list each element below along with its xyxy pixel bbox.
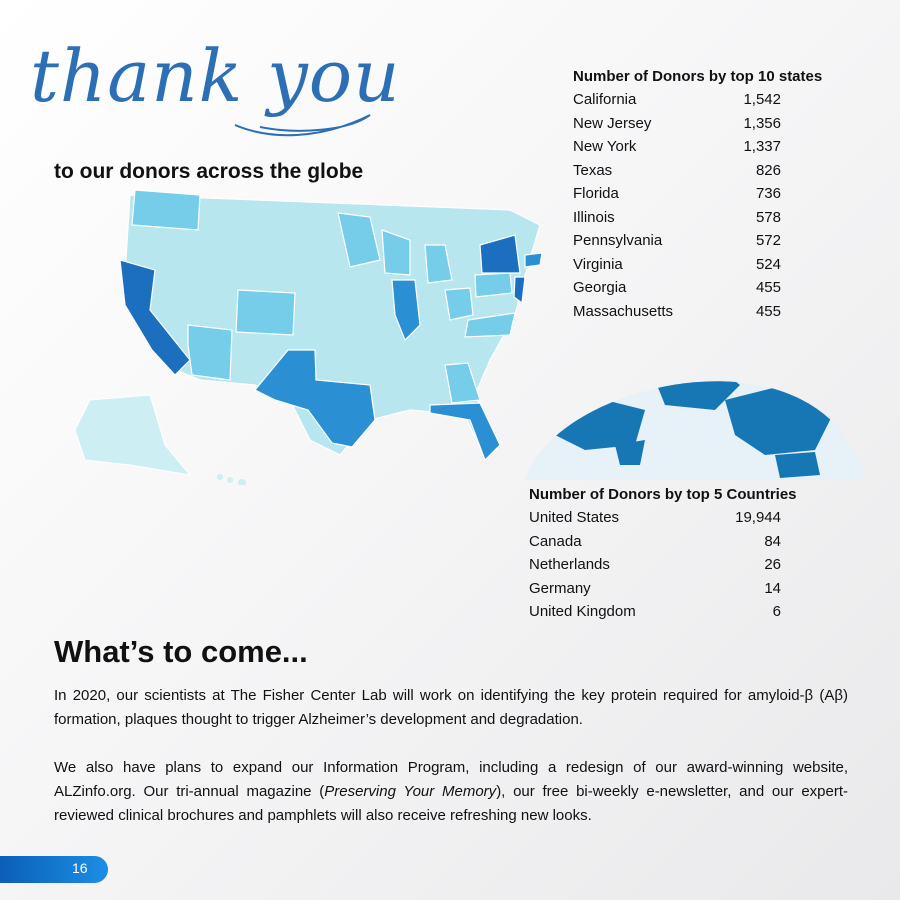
magazine-title: Preserving Your Memory <box>324 783 497 800</box>
table-row <box>573 135 833 159</box>
table-row <box>529 530 809 554</box>
country-name: United Kingdom <box>529 603 636 620</box>
paragraph-text: We also have plans to expand our Information Program, including a redesign of our award-winning website, ALZinfo.org. Our tri-annual magazine ( <box>54 759 848 800</box>
state-count: 455 <box>755 302 781 320</box>
table-row <box>573 182 833 206</box>
state-name: Massachusetts <box>573 302 674 320</box>
table-row <box>573 159 833 183</box>
us-map-illustration <box>70 185 550 485</box>
state-name: Illinois <box>573 208 615 226</box>
state-count: 736 <box>755 185 781 202</box>
table-row <box>529 553 809 577</box>
state-count: 1,337 <box>743 138 781 155</box>
country-name: Netherlands <box>529 556 610 573</box>
table-row <box>573 276 833 300</box>
state-count: 572 <box>755 232 781 249</box>
country-name: Canada <box>529 532 582 550</box>
country-name: United States <box>529 509 620 526</box>
subtitle: to our donors across the globe <box>54 160 364 183</box>
thank-you-heading: thank you <box>30 34 401 118</box>
state-name: Virginia <box>573 255 623 273</box>
state-count: 1,356 <box>743 114 781 132</box>
states-table <box>573 68 833 323</box>
country-count: 6 <box>772 603 781 620</box>
table-row <box>573 112 833 136</box>
table-row <box>573 229 833 253</box>
paragraph-information-program <box>54 756 848 828</box>
state-name: California <box>573 91 637 108</box>
paragraph-research: In 2020, our scientists at The Fisher Center Lab will work on identifying the key protein required for amyloid-β (Aβ) formation, plaques thought to trigger Alzheimer’s development and degradation. <box>54 687 848 728</box>
state-count: 524 <box>755 255 781 273</box>
state-count: 826 <box>755 161 781 179</box>
table-row <box>529 577 809 601</box>
country-name: Germany <box>529 579 591 597</box>
table-row <box>529 600 809 624</box>
state-count: 455 <box>755 279 781 296</box>
country-count: 84 <box>764 532 781 550</box>
state-count: 1,542 <box>743 91 781 108</box>
table-row <box>573 206 833 230</box>
table-row <box>529 506 809 530</box>
globe-illustration <box>525 340 865 480</box>
page-number: 16 <box>72 860 88 876</box>
countries-table-title: Number of Donors by top 5 Countries <box>529 486 797 503</box>
country-count: 19,944 <box>735 509 781 526</box>
state-name: Georgia <box>573 279 627 296</box>
whats-to-come-heading: What’s to come... <box>54 634 308 669</box>
swash-flourish <box>230 95 380 145</box>
state-name: Texas <box>573 161 613 179</box>
states-table-title: Number of Donors by top 10 states <box>573 68 823 85</box>
table-row <box>573 253 833 277</box>
table-row <box>573 88 833 112</box>
state-name: New York <box>573 138 637 155</box>
paragraph-text: ), our free bi-weekly e-newsletter, and our expert-reviewed clinical brochures and pamphlets will also receive refreshing new looks. <box>54 783 848 824</box>
state-count: 578 <box>755 208 781 226</box>
table-row <box>573 300 833 324</box>
country-count: 14 <box>764 579 781 597</box>
state-name: New Jersey <box>573 114 652 132</box>
countries-table <box>529 486 809 624</box>
state-name: Pennsylvania <box>573 232 663 249</box>
state-name: Florida <box>573 185 619 202</box>
country-count: 26 <box>764 556 781 573</box>
page-number-tab <box>0 856 108 883</box>
